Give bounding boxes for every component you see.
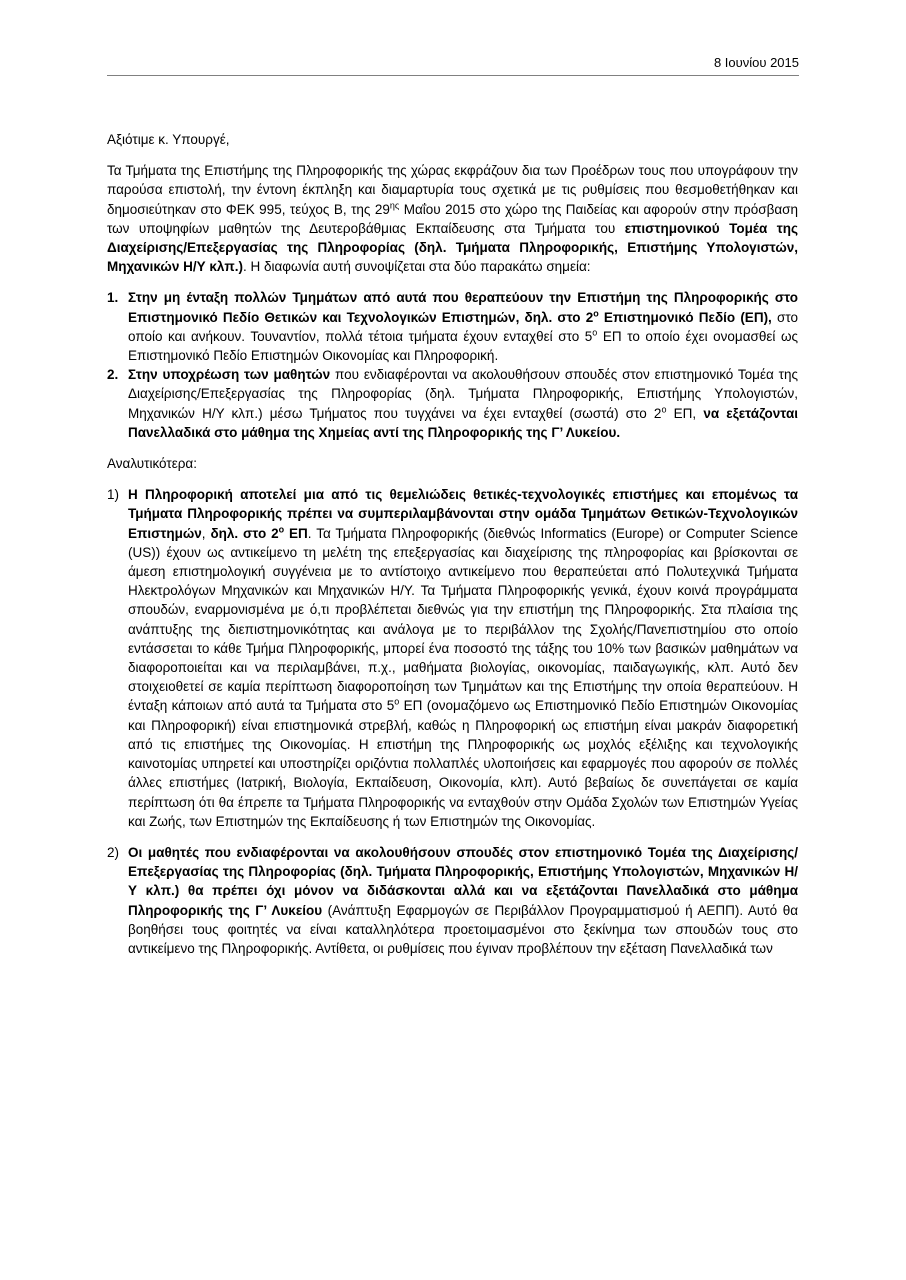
point-bold: Στην μη ένταξη πολλών Τμημάτων από αυτά που θεραπεύουν την Επιστήμη της Πληροφορικής στο Επιστημονικό Πεδίο Θετικών και Τεχνολογικών Επιστημών, δηλ. στο 2 [128, 290, 798, 325]
intro-text-1: Τα Τμήματα της Επιστήμης της Πληροφορικής της χώρας εκφράζουν δια των Προέδρων τους που υπογράφουν την παρούσα επιστολή, την έντονη έκπληξη και διαμαρτυρία τους σχετικά με τις ρυθμίσεις που θεσμοθετήθηκαν και δημοσιεύτηκαν στο ΦΕΚ 995, τεύχος Β, της 29 [107, 163, 798, 217]
point-bold: Στην υποχρέωση των μαθητών [128, 367, 331, 383]
point-text: ΕΠ, [666, 405, 704, 421]
list-number: 2. [107, 367, 119, 383]
letter-body [107, 130, 798, 970]
detail-bold: δηλ. στο 2 [210, 525, 279, 541]
details-heading: Αναλυτικότερα: [107, 456, 197, 472]
detail-point-1 [107, 485, 798, 831]
salutation: Αξιότιμε κ. Υπουργέ, [107, 132, 230, 147]
point-superscript: ο [592, 327, 598, 338]
point-text: που ενδιαφέρονται να ακολουθήσουν σπουδές στον επιστημονικό Τομέα της Διαχείρισης/Επεξεργασίας της Πληροφορίας (δηλ. Τμήματα Πληροφορικής, Επιστήμης Υπολογιστών, Μηχανικών Η/Υ κλπ.) μέσω Τμήματος που τυγχάνει να έχει ενταχθεί (σωστά) στο 2 [128, 367, 798, 421]
summary-point-2 [107, 365, 798, 442]
list-number: 1. [107, 290, 119, 306]
detail-point-2 [107, 843, 798, 958]
point-bold: Επιστημονικό Πεδίο (ΕΠ), [598, 309, 772, 325]
summary-point-1 [107, 288, 798, 365]
intro-bold: επιστημονικού Τομέα της Διαχείρισης/Επεξεργασίας της Πληροφορίας (δηλ. Τμήματα Πληροφορικής, Επιστήμης Υπολογιστών, Μηχανικών Η/Υ κλπ.) [107, 220, 799, 275]
summary-points [107, 288, 798, 442]
intro-text-2: Μαΐου 2015 στο χώρο της Παιδείας και αφορούν στην πρόσβαση των υποψηφίων μαθητών της Δευτεροβάθμιας Εκπαίδευσης στα Τμήματα του [107, 201, 798, 236]
detail-text: . Τα Τμήματα Πληροφορικής (διεθνώς Informatics (Europe) or Computer Science (US)) έχουν ως αντικείμενο τη μελέτη της επεξεργασίας και διαχείρισης της πληροφορίας και βρίσκονται σε άμεση επιστημολογική συγγένεια με το αντίστοιχο αντικείμενο που θεραπεύεται από Πολυτεχνικά Τμήματα Ηλεκτρολόγων Μηχανικών και Μηχανικών Η/Υ. Τα Τμήματα Πληροφορικής γενικά, έχουν κοινά προγράμματα σπουδών, εναρμονισμένα με ό,τι προβλέπεται διεθνώς για την επιστήμη της Πληροφορικής. Στα πλαίσια της ανάπτυξης της διεπιστημονικότητας και ανάλογα με το περιβάλλον της Σχολής/Πανεπιστημίου στο οποίο εντάσσεται το κάθε Τμήμα Πληροφορικής, μπορεί ένα ποσοστό της τάξης του 10% των βασικών μαθημάτων να διαφοροποιείται και να περιλαμβάνει, π.χ., μαθήματα βιολογίας, οικονομίας, παιδαγωγικής, κλπ. Αυτό δεν στοιχειοθετεί σε καμία περίπτωση διαφοροποίηση των Τμημάτων και της Επιστήμης την οποία θεραπεύουν. Η ένταξη κάποιων από αυτά τα Τμήματα στο 5 [128, 525, 798, 714]
detail-bold: ΕΠ [284, 525, 308, 541]
letter-date: 8 Ιουνίου 2015 [713, 55, 799, 70]
header-divider [107, 75, 799, 76]
detail-text: , [201, 525, 211, 541]
list-number: 2) [107, 844, 120, 860]
point-bold-superscript: ο [593, 308, 599, 319]
intro-superscript: ης [389, 200, 400, 211]
intro-paragraph [107, 161, 798, 276]
point-text: στο οποίο και ανήκουν. Τουναντίον, πολλά τέτοια τμήματα έχουν ενταχθεί στο 5 [128, 309, 798, 344]
point-superscript: ο [661, 404, 667, 415]
detail-bold: Η Πληροφορική αποτελεί μια από τις θεμελιώδεις θετικές-τεχνολογικές επιστήμες και επομένως τα Τμήματα Πληροφορικής πρέπει να συμπεριλαμβάνονται στην ομάδα Τμημάτων Θετικών-Τεχνολογικών Επιστημών [128, 487, 798, 541]
intro-text-3: . Η διαφωνία αυτή συνοψίζεται στα δύο παρακάτω σημεία: [242, 259, 591, 275]
detail-superscript: ο [394, 696, 400, 707]
detail-text: (Ανάπτυξη Εφαρμογών σε Περιβάλλον Προγραμματισμού ή ΑΕΠΠ). Αυτό θα βοηθήσει τους φοιτητές να είναι καταλληλότερα προετοιμασμένοι στο ξεκίνημα των σπουδών τους στο αντικείμενο της Πληροφορικής. Αντίθετα, οι ρυθμίσεις που έγιναν προβλέπουν την εξέταση Πανελλαδικά των [128, 902, 799, 956]
detail-points [107, 485, 798, 958]
list-number: 1) [107, 487, 120, 503]
detail-bold: Οι μαθητές που ενδιαφέρονται να ακολουθήσουν σπουδές στον επιστημονικό Τομέα της Διαχείρισης/Επεξεργασίας της Πληροφορίας (δηλ. Τμήματα Πληροφορικής, Επιστήμης Υπολογιστών, Μηχανικών Η/Υ κλπ.) θα πρέπει όχι μόνον να διδάσκονται αλλά και να εξετάζονται Πανελλαδικά στο μάθημα Πληροφορικής της Γ’ Λυκείου [128, 844, 798, 918]
point-text: ΕΠ το οποίο έχει ονομασθεί ως Επιστημονικό Πεδίο Επιστημών Οικονομίας και Πληροφορική. [128, 328, 798, 364]
detail-text: ΕΠ (ονομαζόμενο ως Επιστημονικό Πεδίο Επιστημών Οικονομίας και Πληροφορική) είναι επιστημονικά στρεβλή, καθώς η Πληροφορική ως επιστήμη είναι μακράν διαφορετική από τις επιστήμες της Οικονομίας. Η επιστήμη της Πληροφορικής ως μοχλός εξέλιξης και τεχνολογικής καινοτομίας υπηρετεί και υποστηρίζει οριζόντια πολλαπλές υλοποιήσεις και εφαρμογές που αφορούν σε πολλές άλλες επιστήμες (Ιατρική, Βιολογία, Εκπαίδευση, Οικονομία, κλπ). Αυτό βεβαίως δε συνεπάγεται σε καμία περίπτωση ότι θα έπρεπε τα Τμήματα Πληροφορικής να ενταχθούν στην Ομάδα Σχολών των Επιστημών Υγείας και Ζωής, των Επιστημών της Εκπαίδευσης ή των Επιστημών της Οικονομίας. [128, 698, 799, 829]
point-bold: να εξετάζονται Πανελλαδικά στο μάθημα της Χημείας αντί της Πληροφορικής της Γ’ Λυκείου. [128, 405, 798, 440]
detail-bold-superscript: ο [278, 524, 285, 535]
